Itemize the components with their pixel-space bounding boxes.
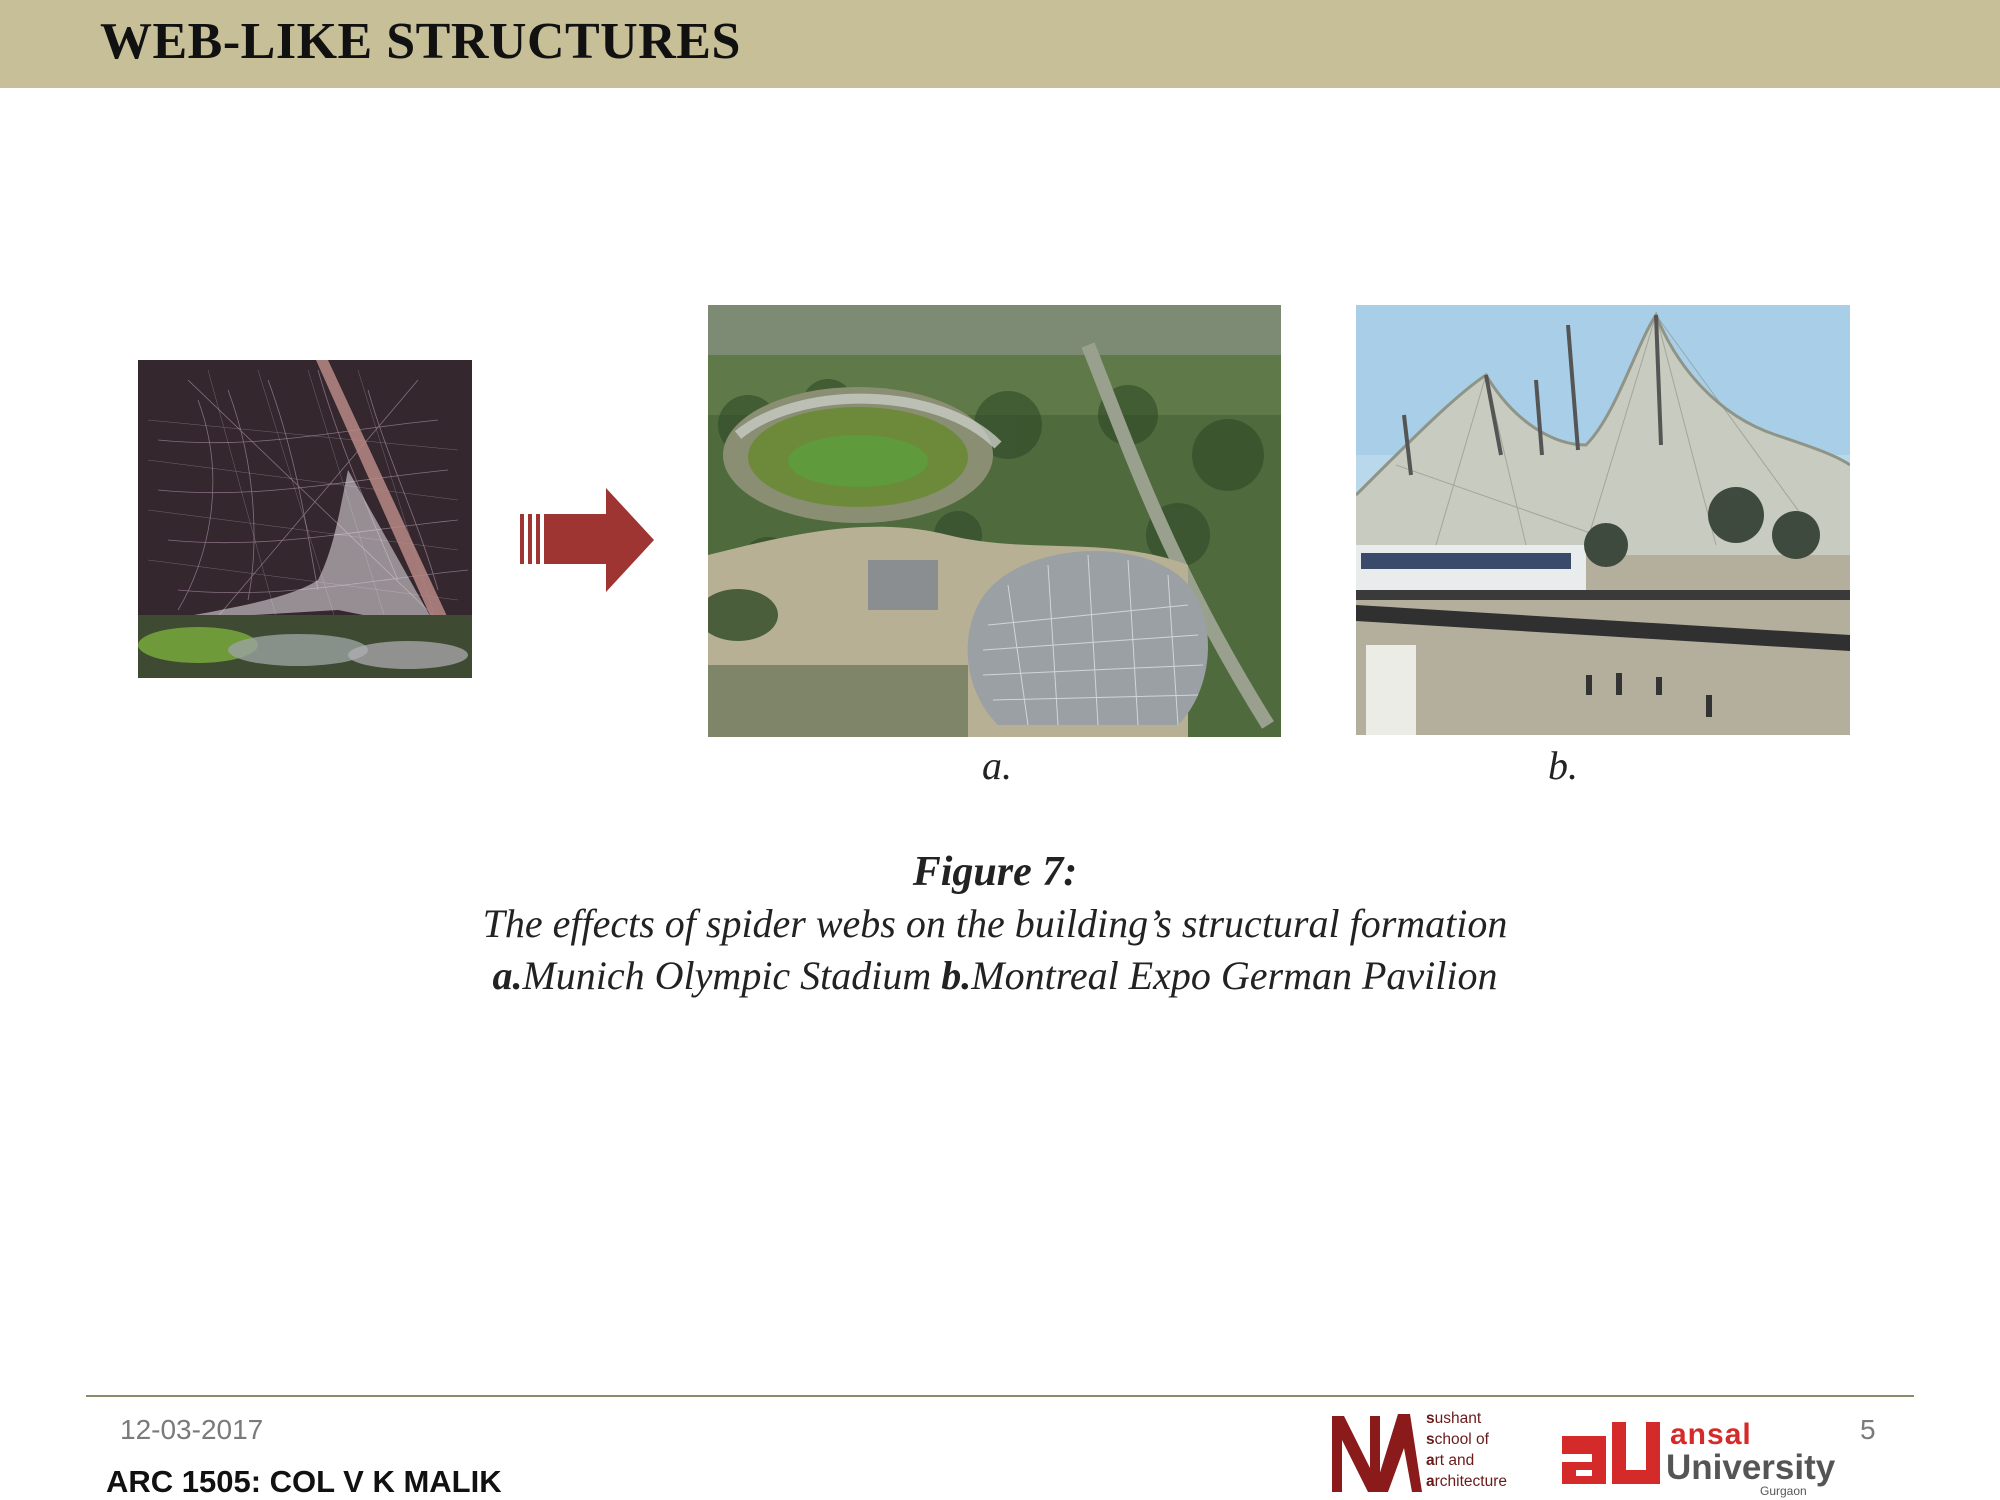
figure-title: Figure 7: [912, 849, 1078, 895]
ssaa-wordmark: sushant school of art and architecture [1426, 1410, 1507, 1490]
munich-olympic-stadium-photo [708, 305, 1281, 737]
caption-b-prefix: b. [941, 953, 972, 998]
footer-course: ARC 1505: COL V K MALIK [106, 1464, 502, 1499]
university-wordmark: University [1666, 1448, 1836, 1487]
ansal-university-logo [1562, 1418, 1844, 1500]
footer-divider [86, 1395, 1914, 1397]
photo-label-a: a. [982, 743, 1012, 788]
montreal-expo-german-pavilion-photo [1356, 305, 1850, 735]
spider-web-photo [138, 360, 472, 678]
ssaa-mark-icon [1330, 1408, 1422, 1492]
slide-title: WEB-LIKE STRUCTURES [100, 13, 741, 70]
ansal-wordmark: ansal [1670, 1418, 1752, 1451]
caption-a-text: Munich Olympic Stadium [522, 953, 942, 998]
figure-caption-line2 [330, 950, 1660, 1002]
city-label: Gurgaon [1760, 1484, 1807, 1498]
sushant-school-logo [1330, 1408, 1520, 1492]
arrow-right-icon [520, 488, 656, 592]
photo-label-b: b. [1548, 743, 1578, 788]
caption-a-prefix: a. [492, 953, 523, 998]
footer-date: 12-03-2017 [120, 1414, 264, 1445]
page-number: 5 [1860, 1414, 1876, 1445]
ansal-mark-icon [1562, 1418, 1662, 1484]
figure-caption [330, 846, 1660, 1002]
title-bar [0, 0, 2000, 88]
caption-b-text: Montreal Expo German Pavilion [971, 953, 1498, 998]
figure-caption-line1: The effects of spider webs on the building’s structural formation [482, 901, 1508, 946]
